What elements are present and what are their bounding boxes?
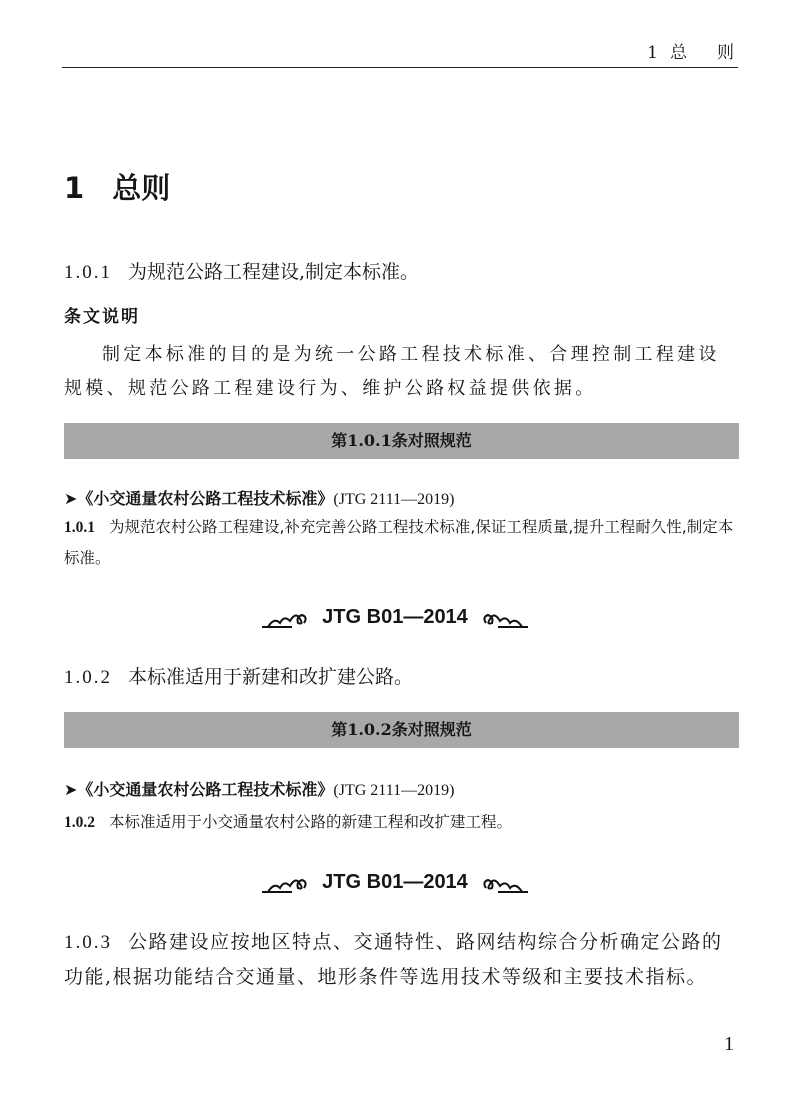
chapter-title	[64, 166, 170, 207]
header-rule	[62, 67, 738, 68]
reference-name: 《小交通量农村公路工程技术标准》	[77, 780, 334, 799]
note-heading: 条文说明	[64, 307, 140, 327]
ornament-heading-text: JTG B01—2014	[322, 871, 468, 893]
clause-text: 本标准适用于小交通量农村公路的新建工程和改扩建工程。	[109, 813, 513, 831]
clause-number: 1.0.2	[64, 667, 112, 688]
chapter-number: 1	[64, 171, 85, 205]
reference-name: 《小交通量农村公路工程技术标准》	[77, 489, 334, 508]
running-header	[637, 38, 736, 63]
reference-clause	[64, 807, 740, 838]
clause-text: 为规范公路工程建设,制定本标准。	[128, 261, 420, 283]
clause-1-0-2	[64, 660, 740, 695]
arrow-icon: ➤	[64, 489, 78, 508]
comparison-band: 第1.0.1条对照规范	[64, 423, 739, 459]
header-title-part: 则	[717, 43, 736, 63]
clause-text: 本标准适用于新建和改扩建公路。	[128, 666, 414, 688]
comparison-band: 第1.0.2条对照规范	[64, 712, 739, 748]
header-chapter-number: 1	[647, 43, 660, 63]
page-number: 1	[724, 1033, 734, 1055]
reference-clause	[64, 512, 740, 573]
reference-standard	[64, 777, 454, 800]
clause-1-0-3	[64, 925, 740, 995]
ornament-left-icon	[262, 607, 308, 629]
chapter-title-text: 总则	[112, 171, 171, 205]
clause-1-0-1	[64, 255, 740, 290]
clause-number: 1.0.1	[64, 262, 112, 283]
clause-number: 1.0.3	[64, 932, 112, 953]
ornament-heading	[0, 871, 790, 894]
ornament-heading	[0, 606, 790, 629]
reference-code: (JTG 2111—2019)	[333, 491, 455, 508]
ornament-heading-text: JTG B01—2014	[322, 606, 468, 628]
header-title-part: 总	[670, 43, 689, 63]
reference-standard	[64, 486, 454, 509]
ornament-right-icon	[482, 607, 528, 629]
ornament-left-icon	[262, 872, 308, 894]
ornament-right-icon	[482, 872, 528, 894]
reference-code: (JTG 2111—2019)	[333, 782, 455, 799]
arrow-icon: ➤	[64, 780, 78, 799]
clause-text: 为规范农村公路工程建设,补充完善公路工程技术标准,保证工程质量,提升工程耐久性,制定本标准。	[64, 518, 734, 567]
clause-number: 1.0.2	[64, 814, 95, 831]
note-text: 制定本标准的目的是为统一公路工程技术标准、合理控制工程建设规模、规范公路工程建设行为、维护公路权益提供依据。	[64, 344, 720, 399]
clause-text: 公路建设应按地区特点、交通特性、路网结构综合分析确定公路的功能,根据功能结合交通量、地形条件等选用技术等级和主要技术指标。	[64, 931, 723, 988]
clause-number: 1.0.1	[64, 519, 95, 536]
